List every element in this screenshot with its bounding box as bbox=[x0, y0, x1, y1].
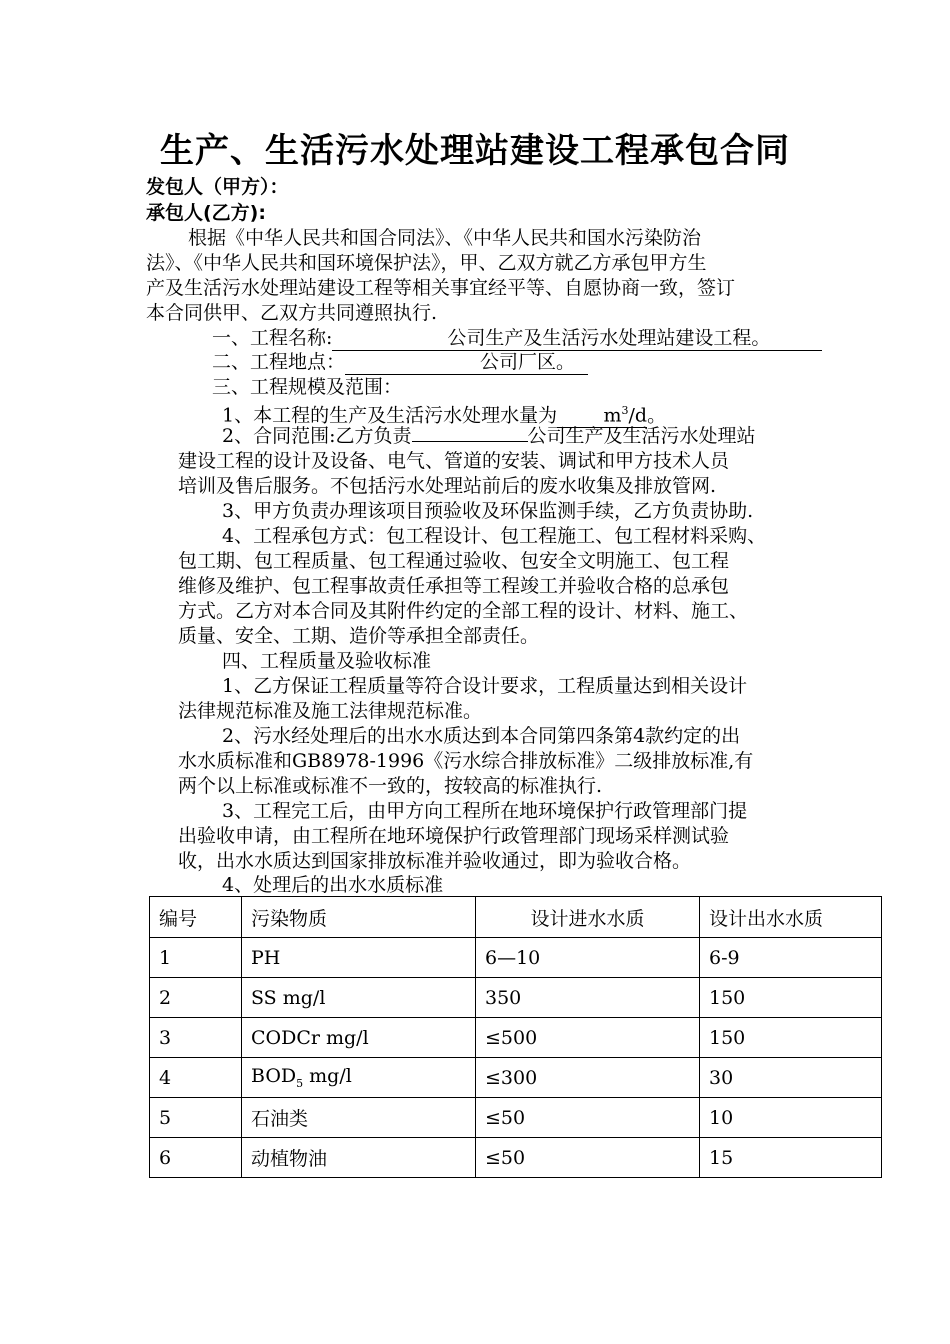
cell-pollutant: CODCr mg/l bbox=[242, 1018, 476, 1058]
header-number: 编号 bbox=[150, 897, 242, 938]
section-3-item-2-line-2: 建设工程的设计及设备、电气、管道的安装、调试和甲方技术人员 bbox=[178, 450, 730, 472]
intro-line-1: 根据《中华人民共和国合同法》、《中华人民共和国水污染防治 bbox=[188, 227, 702, 249]
section-4-item-3-line-2: 出验收申请，由工程所在地环境保护行政管理部门现场采样测试验 bbox=[178, 825, 730, 847]
section-3-item-2: 2、合同范围:乙方负责 公司生产及生活污水处理站 bbox=[222, 425, 756, 447]
project-name-value: 公司生产及生活污水处理站建设工程。 bbox=[447, 327, 771, 349]
section-4-item-1-line-2: 法律规范标准及施工法律规范标准。 bbox=[178, 700, 483, 722]
table-row bbox=[150, 1098, 882, 1138]
section-3-item-4-line-1: 4、工程承包方式：包工程设计、包工程施工、包工程材料采购、 bbox=[222, 525, 767, 547]
section-2-location bbox=[212, 350, 588, 375]
cell-number: 2 bbox=[150, 978, 242, 1018]
section-4-item-2-line-1: 2、污水经处理后的出水水质达到本合同第四条第4款约定的出 bbox=[222, 725, 741, 747]
table-row bbox=[150, 938, 882, 978]
cell-inlet: ≤50 bbox=[476, 1138, 700, 1178]
cell-inlet: 350 bbox=[476, 978, 700, 1018]
section-2-label: 二、工程地点： bbox=[212, 351, 346, 373]
intro-line-4: 本合同供甲、乙双方共同遵照执行. bbox=[146, 302, 438, 324]
section-4-item-4: 4、处理后的出水水质标准 bbox=[222, 874, 444, 896]
capacity-blank: $m^3/d$ bbox=[557, 399, 647, 428]
section-4-item-3-line-3: 收，出水水质达到国家排放标准并验收通过，即为验收合格。 bbox=[178, 850, 692, 872]
section-3-item-4-line-3: 维修及维护、包工程事故责任承担等工程竣工并验收合格的总承包 bbox=[178, 575, 730, 597]
table-row bbox=[150, 1058, 882, 1098]
table-row bbox=[150, 978, 882, 1018]
section-3-heading: 三、工程规模及范围： bbox=[212, 376, 403, 398]
section-3-item-4-line-4: 方式。乙方对本合同及其附件约定的全部工程的设计、材料、施工、 bbox=[178, 600, 749, 622]
cell-pollutant: $BOD_5$ mg/l bbox=[242, 1058, 476, 1098]
cell-number: 5 bbox=[150, 1098, 242, 1138]
document-title: 生产、生活污水处理站建设工程承包合同 bbox=[160, 131, 790, 171]
section-3-item-2-line-3: 培训及售后服务。不包括污水处理站前后的废水收集及排放管网. bbox=[178, 475, 717, 497]
cell-outlet: 30 bbox=[700, 1058, 882, 1098]
cell-outlet: 150 bbox=[700, 978, 882, 1018]
table-row bbox=[150, 1018, 882, 1058]
location-blank bbox=[345, 351, 588, 375]
cell-outlet: 15 bbox=[700, 1138, 882, 1178]
section-4-item-2-line-3: 两个以上标准或标准不一致的，按较高的标准执行. bbox=[178, 775, 603, 797]
section-3-item-4-line-5: 质量、安全、工期、造价等承担全部责任。 bbox=[178, 625, 540, 647]
water-quality-table bbox=[149, 896, 882, 1178]
cell-number: 1 bbox=[150, 938, 242, 978]
section-4-item-3-line-1: 3、工程完工后，由甲方向工程所在地环境保护行政管理部门提 bbox=[222, 800, 748, 822]
cell-inlet: ≤500 bbox=[476, 1018, 700, 1058]
section-3-item-3: 3、甲方负责办理该项目预验收及环保监测手续，乙方负责协助. bbox=[222, 500, 754, 522]
party-a-label: 发包人（甲方）： bbox=[146, 176, 289, 198]
section-4-item-2-line-2: 水水质标准和GB8978-1996《污水综合排放标准》二级排放标准,有 bbox=[178, 750, 754, 772]
section-4-item-1-line-1: 1、乙方保证工程质量等符合设计要求，工程质量达到相关设计 bbox=[222, 675, 748, 697]
table-row bbox=[150, 1138, 882, 1178]
cell-outlet: 6-9 bbox=[700, 938, 882, 978]
cell-number: 4 bbox=[150, 1058, 242, 1098]
scope-company-blank bbox=[412, 441, 528, 442]
cell-number: 6 bbox=[150, 1138, 242, 1178]
cell-outlet: 10 bbox=[700, 1098, 882, 1138]
section-4-heading: 四、工程质量及验收标准 bbox=[222, 650, 432, 672]
header-pollutant: 污染物质 bbox=[242, 897, 476, 938]
party-b-label: 承包人(乙方): bbox=[146, 202, 266, 224]
section-1-label: 一、工程名称: bbox=[212, 327, 333, 349]
table-header-row bbox=[150, 897, 882, 938]
cell-pollutant: PH bbox=[242, 938, 476, 978]
intro-line-2: 法》、《中华人民共和国环境保护法》，甲、乙双方就乙方承包甲方生 bbox=[146, 252, 707, 274]
scope-label: 2、合同范围:乙方负责 bbox=[222, 425, 412, 447]
cell-pollutant: 动植物油 bbox=[242, 1138, 476, 1178]
cell-inlet: 6—10 bbox=[476, 938, 700, 978]
cell-pollutant: SS mg/l bbox=[242, 978, 476, 1018]
intro-line-3: 产及生活污水处理站建设工程等相关事宜经平等、自愿协商一致，签订 bbox=[146, 277, 736, 299]
cell-outlet: 150 bbox=[700, 1018, 882, 1058]
project-name-blank bbox=[332, 327, 822, 351]
location-value: 公司厂区。 bbox=[480, 351, 576, 373]
cell-inlet: ≤50 bbox=[476, 1098, 700, 1138]
section-3-item-1: 1、本工程的生产及生活污水处理水量为 $m^3/d$。 bbox=[222, 399, 666, 428]
section-1-project-name bbox=[212, 326, 822, 351]
header-inlet-quality: 设计进水水质 bbox=[476, 897, 700, 938]
cell-number: 3 bbox=[150, 1018, 242, 1058]
cell-inlet: ≤300 bbox=[476, 1058, 700, 1098]
section-3-item-4-line-2: 包工期、包工程质量、包工程通过验收、包安全文明施工、包工程 bbox=[178, 550, 730, 572]
capacity-label: 1、本工程的生产及生活污水处理水量为 bbox=[222, 404, 558, 427]
cell-pollutant: 石油类 bbox=[242, 1098, 476, 1138]
header-outlet-quality: 设计出水水质 bbox=[700, 897, 882, 938]
